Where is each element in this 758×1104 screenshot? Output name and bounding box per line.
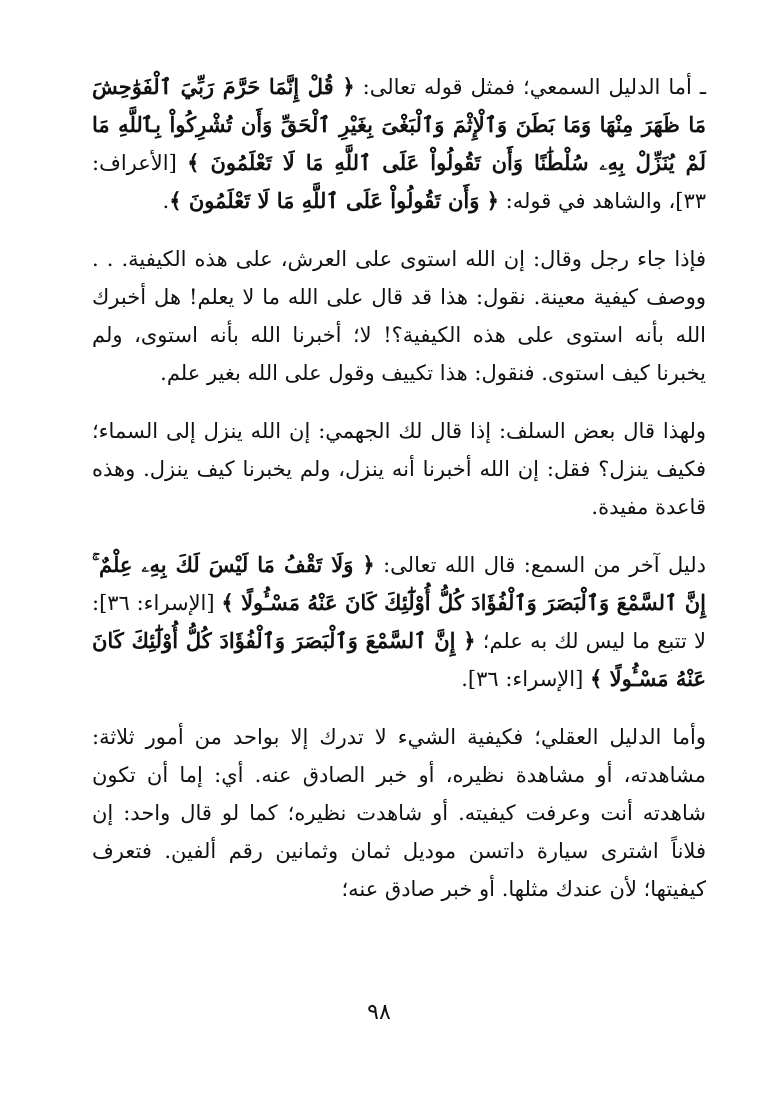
paragraph-3 xyxy=(92,412,706,526)
page-body xyxy=(92,58,706,928)
text-segment: [الأعراف: ٣٣]، والشاهد في قوله: xyxy=(92,151,706,213)
paragraph-2 xyxy=(92,240,706,392)
quran-verse: ﴿ وَلَا تَقْفُ مَا لَيْسَ لَكَ بِهِۦ عِلْمٌ ۚ إِنَّ ٱلسَّمْعَ وَٱلْبَصَرَ وَٱلْفُؤَادَ كُلُّ أُوْلَٰٓئِكَ كَانَ عَنْهُ مَسْـُٔولًا ﴾ xyxy=(92,552,707,615)
page-number: ٩٨ xyxy=(367,1000,391,1025)
text-segment: وأما الدليل العقلي؛ فكيفية الشيء لا تدرك إلا بواحد من أمور ثلاثة: مشاهدته، أو مشاهدة نظيره، أو خبر الصادق عنه. أي: إما أن تكون شاهدته أنت وعرفت كيفيته. أو شاهدت نظيره؛ كما لو قال واحد: إن فلاناً اشترى سيارة داتسن موديل ثمان وثمانين رقم ألفين. فتعرف كيفيتها؛ لأن عندك مثلها. أو خبر صادق عنه؛ xyxy=(92,725,706,901)
quran-verse: ﴿ قُلْ إِنَّمَا حَرَّمَ رَبِّيَ ٱلْفَوَٰحِشَ مَا ظَهَرَ مِنْهَا وَمَا بَطَنَ وَٱلْإِثْمَ وَٱلْبَغْىَ بِغَيْرِ ٱلْحَقِّ وَأَن تُشْرِكُواْ بِٱللَّهِ مَا لَمْ يُنَزِّلْ بِهِۦ سُلْطَٰنًا وَأَن تَقُولُواْ عَلَى ٱللَّهِ مَا لَا تَعْلَمُونَ ﴾ xyxy=(92,74,706,175)
text-segment: ـ أما الدليل السمعي؛ فمثل قوله تعالى: xyxy=(354,75,706,99)
text-segment: [الإسراء: ٣٦]: لا تتبع ما ليس لك به علم؛ xyxy=(92,591,706,653)
quran-verse: ﴿ إِنَّ ٱلسَّمْعَ وَٱلْبَصَرَ وَٱلْفُؤَادَ كُلُّ أُوْلَٰٓئِكَ كَانَ عَنْهُ مَسْـُٔولًا ﴾ xyxy=(92,628,706,691)
quran-verse: ﴿ وَأَن تَقُولُواْ عَلَى ٱللَّهِ مَا لَا تَعْلَمُونَ ﴾ xyxy=(169,188,499,213)
text-segment: [الإسراء: ٣٦]. xyxy=(461,667,590,691)
text-segment: . xyxy=(162,189,170,213)
paragraph-5 xyxy=(92,718,706,908)
text-segment: فإذا جاء رجل وقال: إن الله استوى على العرش، على هذه الكيفية. . . ووصف كيفية معينة. نقول: هذا قد قال على الله ما لا يعلم! هل أخبرك الله بأنه استوى على هذه الكيفية؟! لا؛ أخبرنا الله بأنه استوى، ولم يخبرنا كيف استوى. فنقول: هذا تكييف وقول على الله بغير علم. xyxy=(92,247,706,385)
paragraph-1 xyxy=(92,68,706,220)
text-segment: ولهذا قال بعض السلف: إذا قال لك الجهمي: إن الله ينزل إلى السماء؛ فكيف ينزل؟ فقل: إن الله أخبرنا أنه ينزل، ولم يخبرنا كيف ينزل. وهذه قاعدة مفيدة. xyxy=(92,419,706,519)
paragraph-4 xyxy=(92,546,706,698)
text-segment: دليل آخر من السمع: قال الله تعالى: xyxy=(374,553,706,577)
